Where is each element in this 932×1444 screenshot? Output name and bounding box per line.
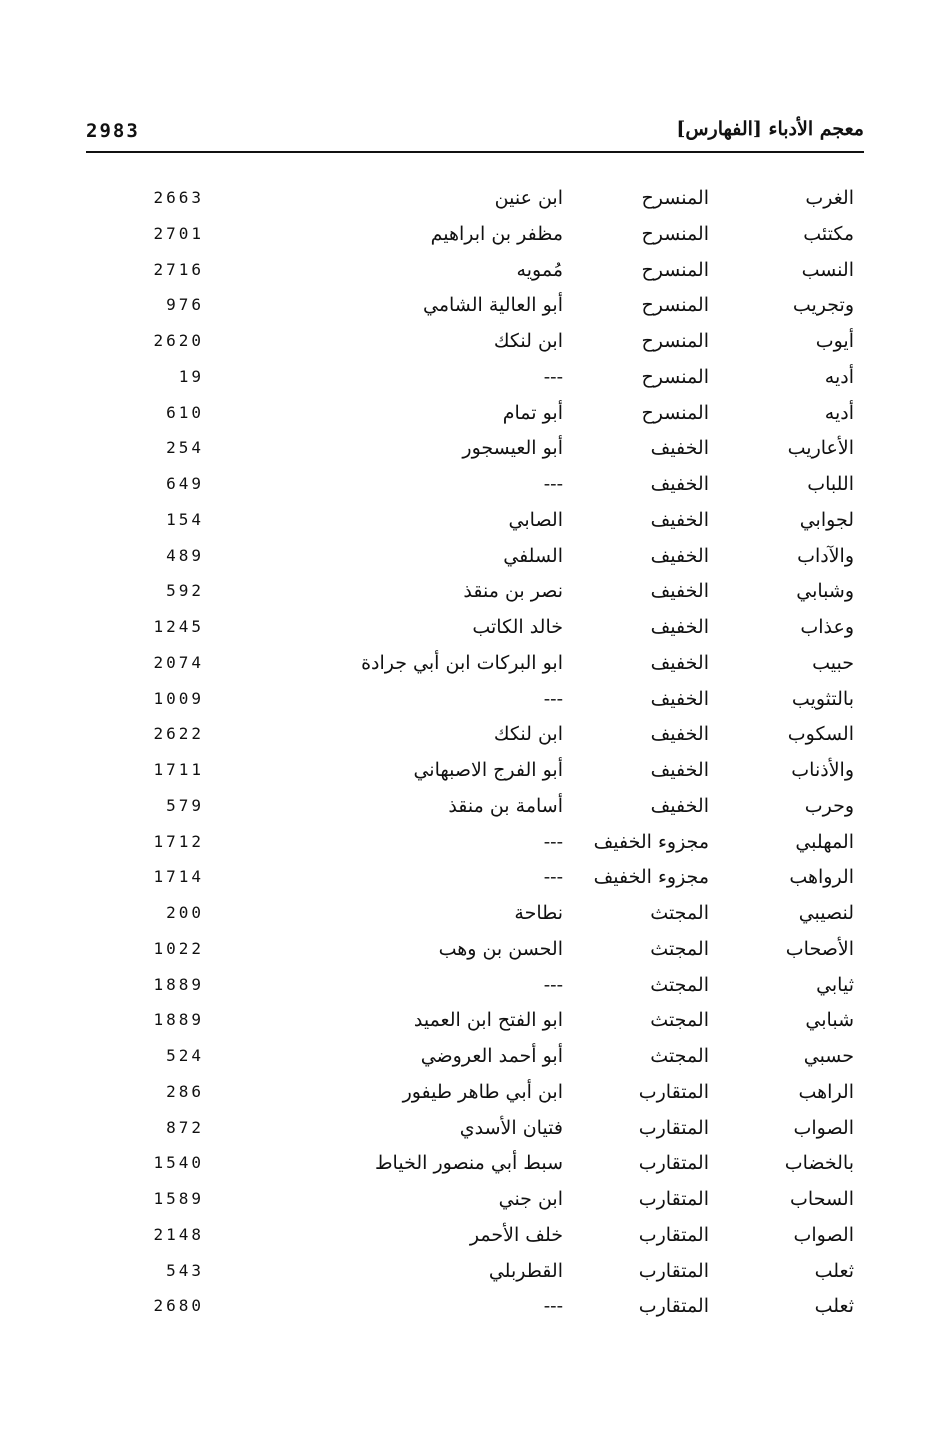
rhyme-word: الغرب <box>805 187 854 209</box>
rhyme-word: النسب <box>801 258 854 281</box>
index-row <box>0 752 932 788</box>
page-reference: 610 <box>166 402 204 422</box>
page-header <box>86 116 864 150</box>
poet-name: --- <box>543 687 563 710</box>
rhyme-word: وعذاب <box>800 616 854 638</box>
page-reference: 19 <box>178 366 204 386</box>
page-reference: 2663 <box>153 188 204 207</box>
index-row <box>0 1002 932 1038</box>
page-reference: 1714 <box>153 867 204 887</box>
meter-name: المنسرح <box>641 294 709 317</box>
page-reference: 2716 <box>153 259 204 279</box>
rhyme-word: الصواب <box>793 1116 854 1139</box>
poet-name: أبو العالية الشامي <box>422 294 563 317</box>
meter-name: الخفيف <box>650 759 709 781</box>
poet-name: أبو تمام <box>502 401 563 424</box>
rhyme-word: بالتثويب <box>791 687 854 710</box>
page-reference: 1540 <box>153 1153 204 1173</box>
page-reference: 2620 <box>153 331 204 350</box>
rhyme-word: لجوابي <box>799 508 854 531</box>
poet-name: أبو الفرج الاصبهاني <box>413 759 563 781</box>
poet-name: القطربلي <box>488 1259 563 1282</box>
meter-name: المنسرح <box>641 365 709 388</box>
poet-name: ابو الفتح ابن العميد <box>413 1009 563 1032</box>
poet-name: مُمويه <box>516 258 563 281</box>
index-row <box>0 681 932 717</box>
poet-name: فتيان الأسدي <box>459 1116 563 1139</box>
meter-name: المنسرح <box>641 330 709 352</box>
page-reference: 579 <box>166 795 204 815</box>
index-row <box>0 1145 932 1181</box>
meter-name: الخفيف <box>650 437 709 460</box>
rhyme-word: أديه <box>824 365 854 388</box>
rhyme-word: حبيب <box>812 651 854 674</box>
rhyme-word: مكتئب <box>803 222 854 245</box>
index-row <box>0 1181 932 1217</box>
page-reference: 1009 <box>153 688 204 708</box>
index-row <box>0 931 932 967</box>
poet-name: مظفر بن ابراهيم <box>430 222 563 245</box>
rhyme-word: الأصحاب <box>785 937 854 960</box>
meter-name: الخفيف <box>650 473 709 495</box>
poet-name: ابن لنكك <box>493 723 563 746</box>
index-row <box>0 1038 932 1074</box>
meter-name: الخفيف <box>650 687 709 710</box>
index-row <box>0 1253 932 1289</box>
meter-name: الخفيف <box>650 794 709 817</box>
page-reference: 592 <box>166 581 204 601</box>
rhyme-word: ثعلب <box>814 1259 854 1282</box>
meter-name: مجزوء الخفيف <box>593 830 709 853</box>
page-reference: 1245 <box>153 617 204 636</box>
meter-name: الخفيف <box>650 508 709 531</box>
poet-name: خلف الأحمر <box>469 1223 563 1246</box>
index-row <box>0 716 932 752</box>
rhyme-word: الرواهب <box>789 866 854 889</box>
page-reference: 2148 <box>153 1224 204 1244</box>
rhyme-word: حسبي <box>803 1045 854 1067</box>
index-row <box>0 967 932 1003</box>
meter-name: المنسرح <box>641 187 709 209</box>
meter-name: المجتث <box>650 1045 709 1067</box>
poet-name: أسامة بن منقذ <box>448 794 563 817</box>
rhyme-word: بالخضاب <box>784 1152 854 1175</box>
index-row <box>0 1288 932 1324</box>
index-row <box>0 609 932 645</box>
rhyme-word: وتجريب <box>792 294 854 317</box>
rhyme-word: ثعلب <box>814 1295 854 1318</box>
meter-name: الخفيف <box>650 723 709 746</box>
page-reference: 254 <box>166 438 204 458</box>
meter-name: الخفيف <box>650 616 709 638</box>
meter-name: المتقارب <box>638 1188 709 1210</box>
page-reference: 1589 <box>153 1189 204 1208</box>
rhyme-word: والأذناب <box>791 759 854 781</box>
rhyme-word: الصواب <box>793 1223 854 1246</box>
page-reference: 872 <box>166 1117 204 1137</box>
poet-name: --- <box>543 365 563 388</box>
poet-name: نصر بن منقذ <box>463 580 563 603</box>
page-reference: 1889 <box>153 1010 204 1030</box>
index-row <box>0 895 932 931</box>
page-reference: 2701 <box>153 223 204 243</box>
index-row <box>0 359 932 395</box>
meter-name: الخفيف <box>650 544 709 567</box>
index-row <box>0 824 932 860</box>
rhyme-word: وحرب <box>804 794 854 817</box>
page-reference: 524 <box>166 1046 204 1065</box>
rhyme-word: أديه <box>824 401 854 424</box>
index-row <box>0 538 932 574</box>
meter-name: المنسرح <box>641 222 709 245</box>
page-reference: 1889 <box>153 974 204 994</box>
poet-name: --- <box>543 473 563 495</box>
index-row <box>0 573 932 609</box>
index-row <box>0 1074 932 1110</box>
index-row <box>0 466 932 502</box>
rhyme-word: السحاب <box>790 1188 854 1210</box>
rhyme-word: السكوب <box>787 723 854 746</box>
page-reference: 286 <box>166 1081 204 1101</box>
poet-name: الصابي <box>508 508 563 531</box>
index-row <box>0 323 932 359</box>
index-row <box>0 502 932 538</box>
meter-name: المجتث <box>650 1009 709 1032</box>
meter-name: المتقارب <box>638 1152 709 1175</box>
page-reference: 154 <box>166 509 204 529</box>
meter-name: المتقارب <box>638 1116 709 1139</box>
page-reference: 2074 <box>153 652 204 672</box>
rhyme-word: شبابي <box>805 1009 854 1032</box>
poet-name: خالد الكاتب <box>472 616 563 638</box>
rhyme-word: لنصيبي <box>798 902 854 924</box>
meter-name: المتقارب <box>638 1259 709 1282</box>
index-row <box>0 859 932 895</box>
meter-name: المتقارب <box>638 1295 709 1318</box>
index-row <box>0 430 932 466</box>
index-row <box>0 216 932 252</box>
rhyme-index-table <box>0 180 932 1324</box>
poet-name: نطاحة <box>514 902 563 924</box>
poet-name: أبو العيسجور <box>462 437 563 460</box>
poet-name: --- <box>543 1295 563 1318</box>
page-reference: 2622 <box>153 724 204 744</box>
poet-name: ابن جني <box>498 1188 563 1210</box>
rhyme-word: اللباب <box>807 473 854 495</box>
page-reference: 489 <box>166 545 204 565</box>
index-row <box>0 788 932 824</box>
rhyme-word: المهلبي <box>795 830 854 853</box>
header-divider <box>86 151 864 153</box>
poet-name: أبو أحمد العروضي <box>420 1045 563 1067</box>
meter-name: الخفيف <box>650 651 709 674</box>
index-row <box>0 287 932 323</box>
index-row <box>0 180 932 216</box>
page-reference: 543 <box>166 1260 204 1280</box>
poet-name: ابن عنين <box>494 187 563 209</box>
meter-name: المجتث <box>650 937 709 960</box>
poet-name: الحسن بن وهب <box>438 937 563 960</box>
page-reference: 976 <box>166 295 204 315</box>
index-row <box>0 395 932 431</box>
page-reference: 200 <box>166 903 204 922</box>
page-reference: 1711 <box>153 760 204 779</box>
meter-name: مجزوء الخفيف <box>593 866 709 889</box>
rhyme-word: ثيابي <box>816 973 854 996</box>
poet-name: ابو البركات ابن أبي جرادة <box>361 651 563 674</box>
poet-name: --- <box>543 866 563 889</box>
rhyme-word: والآداب <box>797 544 854 567</box>
meter-name: المنسرح <box>641 258 709 281</box>
page-reference: 1022 <box>153 938 204 958</box>
rhyme-word: الراهب <box>798 1080 854 1103</box>
index-row <box>0 1217 932 1253</box>
meter-name: الخفيف <box>650 580 709 603</box>
poet-name: ابن أبي طاهر طيفور <box>402 1080 563 1103</box>
index-row <box>0 645 932 681</box>
running-title: معجم الأدباء [الفهارس] <box>676 118 864 140</box>
meter-name: المنسرح <box>641 401 709 424</box>
poet-name: --- <box>543 973 563 996</box>
meter-name: المجتث <box>650 902 709 924</box>
index-row <box>0 1110 932 1146</box>
rhyme-word: وشبابي <box>796 580 854 603</box>
poet-name: سبط أبي منصور الخياط <box>374 1152 563 1175</box>
page-reference: 1712 <box>153 831 204 851</box>
page-reference: 649 <box>166 474 204 493</box>
poet-name: --- <box>543 830 563 853</box>
meter-name: المتقارب <box>638 1080 709 1103</box>
page-reference: 2680 <box>153 1296 204 1316</box>
page-number: 2983 <box>86 120 140 142</box>
poet-name: السلفي <box>503 544 563 567</box>
rhyme-word: الأعاريب <box>787 437 854 460</box>
poet-name: ابن لنكك <box>493 330 563 352</box>
meter-name: المجتث <box>650 973 709 996</box>
index-row <box>0 252 932 288</box>
rhyme-word: أيوب <box>815 330 854 352</box>
meter-name: المتقارب <box>638 1223 709 1246</box>
